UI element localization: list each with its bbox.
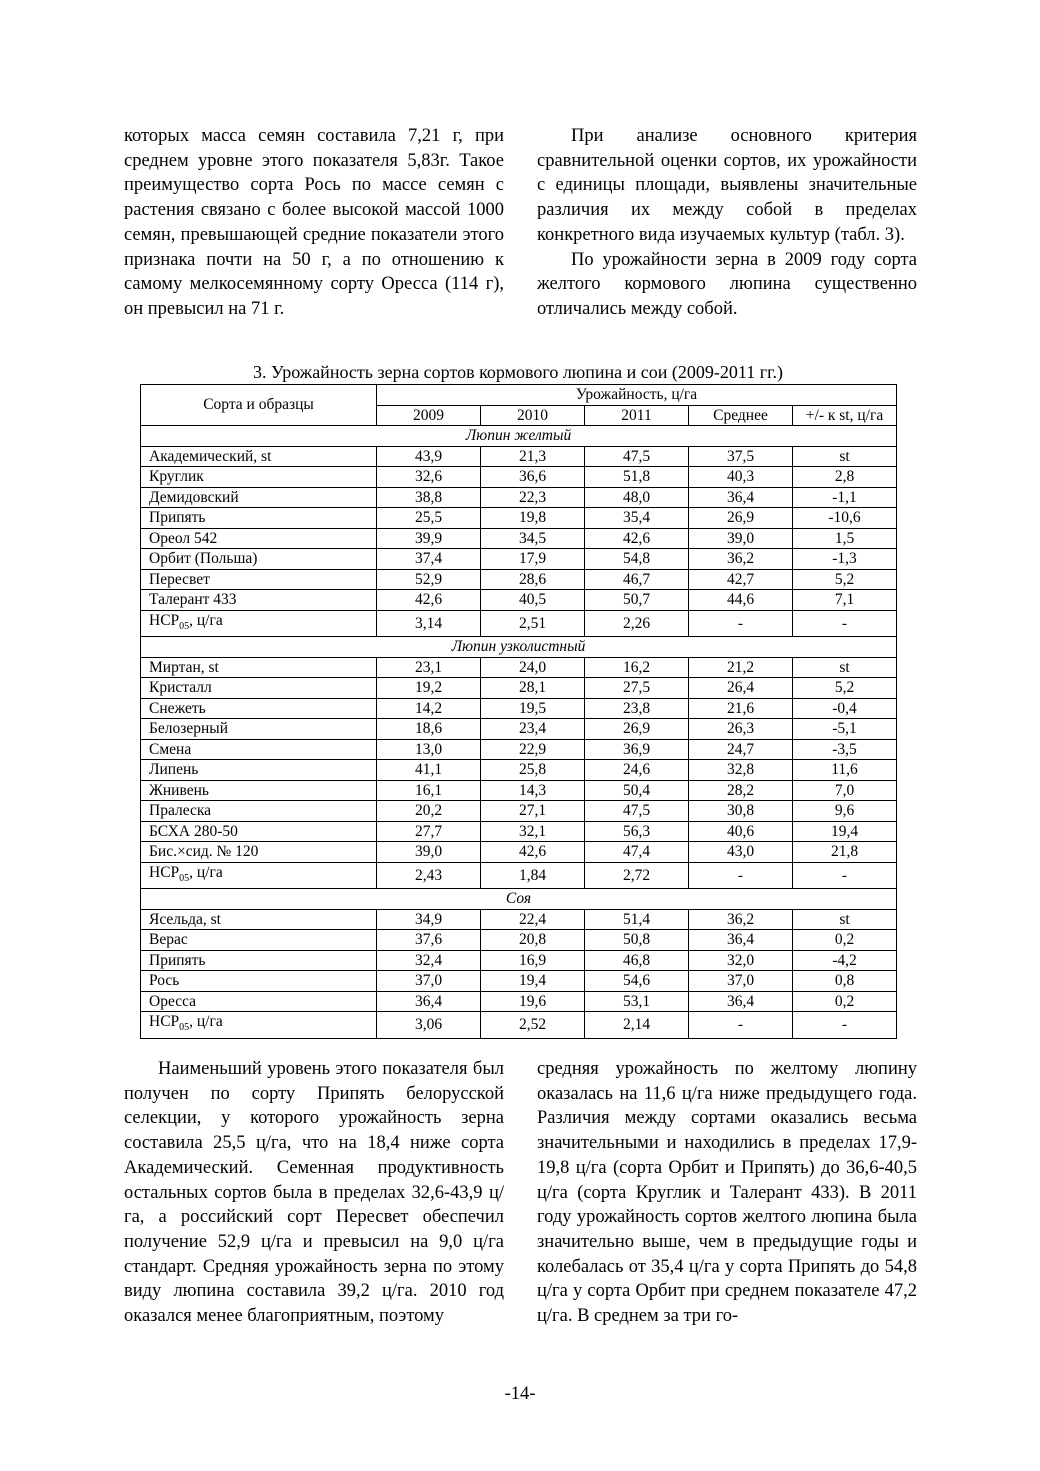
table-cell: 36,4 <box>689 991 793 1012</box>
table-cell: 18,6 <box>377 719 481 740</box>
table-cell: 19,6 <box>481 991 585 1012</box>
table-cell: 42,6 <box>585 528 689 549</box>
table-cell: 47,5 <box>585 446 689 467</box>
table-cell: 13,0 <box>377 739 481 760</box>
paragraph: Наименьший уровень этого показателя был получен по сорту Припять белорусской селекции, у которого урожайность зерна составила 25,5 ц/га, что на 18,4 ниже сорта Академический. Семенная продуктивность остальных сортов была в пределах 32,6-43,9 ц/га, а российский сорт Пересвет обеспечил получение 52,9 ц/га и превысил на 9,0 ц/га стандарт. Средняя урожайность зерна по этому виду люпина составила 39,2 ц/га. 2010 год оказался менее благоприятным, поэтому <box>124 1059 504 1327</box>
table-cell: 27,5 <box>585 678 689 699</box>
table-cell: 9,6 <box>793 801 897 822</box>
table-cell: - <box>689 610 793 637</box>
table-cell: 51,8 <box>585 467 689 488</box>
section-row <box>141 637 897 658</box>
text-column-bottom-right <box>537 1057 917 1329</box>
table-cell: 1,84 <box>481 862 585 889</box>
table-cell: 48,0 <box>585 487 689 508</box>
column-header: 2010 <box>481 405 585 426</box>
table-cell: 46,8 <box>585 950 689 971</box>
table-cell: 14,2 <box>377 698 481 719</box>
table-cell: 30,8 <box>689 801 793 822</box>
column-header: 2011 <box>585 405 689 426</box>
table-cell: -0,4 <box>793 698 897 719</box>
variety-name: Ясельда, st <box>141 909 377 930</box>
paragraph: По урожайности зерна в 2009 году сорта желтого кормового люпина существенно отличались между собой. <box>537 249 917 319</box>
table-cell: 16,1 <box>377 780 481 801</box>
table-cell: 23,1 <box>377 657 481 678</box>
table-cell: 19,8 <box>481 508 585 529</box>
table-cell: 0,8 <box>793 971 897 992</box>
table-cell: 26,4 <box>689 678 793 699</box>
table-cell: 28,1 <box>481 678 585 699</box>
table-row <box>141 821 897 842</box>
variety-name: Жнивень <box>141 780 377 801</box>
table-cell: 36,2 <box>689 549 793 570</box>
table-cell: 2,51 <box>481 610 585 637</box>
table-cell: 22,4 <box>481 909 585 930</box>
table-cell: 43,9 <box>377 446 481 467</box>
variety-name: Кристалл <box>141 678 377 699</box>
table-cell: 39,0 <box>377 842 481 863</box>
table-cell: 7,0 <box>793 780 897 801</box>
table-cell: st <box>793 657 897 678</box>
paragraph: которых масса семян составила 7,21 г, при среднем уровне этого показателя 5,83г. Такое преимущество сорта Рось по массе семян с растения связано с более высокой массой 1000 семян, превышающей средние показатели этого признака почти на 50 г, а по отношению к самому мелкосемянному сорту Оресса (114 г), он превысил на 71 г. <box>124 126 504 319</box>
table-cell: 47,4 <box>585 842 689 863</box>
table-cell: 2,26 <box>585 610 689 637</box>
nsr-label-unit: , ц/га <box>189 611 223 629</box>
table-cell: 37,6 <box>377 930 481 951</box>
table-cell: 25,8 <box>481 760 585 781</box>
variety-name: Академический, st <box>141 446 377 467</box>
table-header-row <box>141 385 897 406</box>
table-cell: 51,4 <box>585 909 689 930</box>
table-cell: -3,5 <box>793 739 897 760</box>
variety-name: Круглик <box>141 467 377 488</box>
table-cell: 26,3 <box>689 719 793 740</box>
table-cell: 39,9 <box>377 528 481 549</box>
header-yield: Урожайность, ц/га <box>377 385 897 406</box>
table-cell: 32,1 <box>481 821 585 842</box>
yield-table <box>140 384 897 1039</box>
table-cell: 20,8 <box>481 930 585 951</box>
table-cell: 21,6 <box>689 698 793 719</box>
table-cell: 17,9 <box>481 549 585 570</box>
table-row <box>141 446 897 467</box>
table-cell: 41,1 <box>377 760 481 781</box>
table-cell: - <box>793 862 897 889</box>
nsr-label-text: НСР <box>149 863 180 881</box>
table-cell: 3,14 <box>377 610 481 637</box>
table-cell: 28,6 <box>481 569 585 590</box>
table-row <box>141 971 897 992</box>
table-row <box>141 467 897 488</box>
paragraph: При анализе основного критерия сравнительной оценки сортов, их урожайности с единицы площади, выявлены значительные различия их между собой в пределах конкретного вида изучаемых культур (табл. 3). <box>537 126 917 245</box>
table-cell: 14,3 <box>481 780 585 801</box>
table-row <box>141 528 897 549</box>
variety-name: Орбит (Польша) <box>141 549 377 570</box>
table-cell: 2,72 <box>585 862 689 889</box>
table-cell: 42,7 <box>689 569 793 590</box>
table-cell: 7,1 <box>793 590 897 611</box>
table-cell: 19,4 <box>793 821 897 842</box>
table-cell: 52,9 <box>377 569 481 590</box>
table-cell: 24,7 <box>689 739 793 760</box>
column-header: +/- к st, ц/га <box>793 405 897 426</box>
table-cell: 22,3 <box>481 487 585 508</box>
table-cell: 34,5 <box>481 528 585 549</box>
table-cell: 16,9 <box>481 950 585 971</box>
table-cell: 53,1 <box>585 991 689 1012</box>
text-column-bottom-left <box>124 1057 504 1329</box>
table-row <box>141 760 897 781</box>
table-row <box>141 739 897 760</box>
nsr-row <box>141 1012 897 1039</box>
table-cell: 21,2 <box>689 657 793 678</box>
table-row <box>141 991 897 1012</box>
table-cell: 5,2 <box>793 678 897 699</box>
table-cell: 54,6 <box>585 971 689 992</box>
table-cell: - <box>793 1012 897 1039</box>
table-cell: 2,52 <box>481 1012 585 1039</box>
table-row <box>141 590 897 611</box>
table-row <box>141 950 897 971</box>
variety-name: Верас <box>141 930 377 951</box>
table-cell: - <box>689 1012 793 1039</box>
table-cell: 37,0 <box>377 971 481 992</box>
variety-name: Бис.×сид. № 120 <box>141 842 377 863</box>
table-cell: -4,2 <box>793 950 897 971</box>
table-cell: 40,3 <box>689 467 793 488</box>
table-cell: 2,43 <box>377 862 481 889</box>
table-cell: 21,3 <box>481 446 585 467</box>
nsr-label-text: НСР <box>149 611 180 629</box>
table-row <box>141 909 897 930</box>
nsr-label-unit: , ц/га <box>189 1013 223 1031</box>
variety-name: Рось <box>141 971 377 992</box>
text-column-top-right <box>537 124 917 322</box>
variety-name: Талерант 433 <box>141 590 377 611</box>
table-cell: st <box>793 909 897 930</box>
variety-name: Припять <box>141 508 377 529</box>
table-cell: 32,8 <box>689 760 793 781</box>
table-cell: 2,8 <box>793 467 897 488</box>
table-cell: 25,5 <box>377 508 481 529</box>
table-cell: 27,7 <box>377 821 481 842</box>
table-cell: 50,8 <box>585 930 689 951</box>
variety-name: Оресса <box>141 991 377 1012</box>
table-cell: 37,0 <box>689 971 793 992</box>
table-cell: 40,5 <box>481 590 585 611</box>
table-cell: 19,4 <box>481 971 585 992</box>
variety-name: Ореол 542 <box>141 528 377 549</box>
nsr-label-subscript: 05 <box>179 872 190 884</box>
table-row <box>141 678 897 699</box>
table-cell: 21,8 <box>793 842 897 863</box>
table-cell: 43,0 <box>689 842 793 863</box>
table-row <box>141 719 897 740</box>
table-cell: -1,1 <box>793 487 897 508</box>
variety-name: Снежеть <box>141 698 377 719</box>
nsr-row <box>141 610 897 637</box>
table-row <box>141 569 897 590</box>
variety-name: Белозерный <box>141 719 377 740</box>
section-row <box>141 889 897 910</box>
table-cell: 38,8 <box>377 487 481 508</box>
table-cell: 39,0 <box>689 528 793 549</box>
table-cell: 26,9 <box>689 508 793 529</box>
table-cell: 34,9 <box>377 909 481 930</box>
table-cell: 35,4 <box>585 508 689 529</box>
header-variety: Сорта и образцы <box>141 385 377 426</box>
nsr-label-subscript: 05 <box>179 620 190 632</box>
table-cell: 0,2 <box>793 930 897 951</box>
section-title: Люпин желтый <box>141 426 897 447</box>
text-column-top-left <box>124 124 504 322</box>
variety-name: Липень <box>141 760 377 781</box>
page-number: -14- <box>504 1384 536 1404</box>
table-row <box>141 657 897 678</box>
table-cell: 36,4 <box>377 991 481 1012</box>
nsr-label <box>141 610 377 637</box>
nsr-label-text: НСР <box>149 1013 180 1031</box>
table-cell: 22,9 <box>481 739 585 760</box>
table-cell: 11,6 <box>793 760 897 781</box>
table-row <box>141 930 897 951</box>
table-cell: - <box>689 862 793 889</box>
table-cell: 3,06 <box>377 1012 481 1039</box>
variety-name: Смена <box>141 739 377 760</box>
column-header: 2009 <box>377 405 481 426</box>
table-cell: -1,3 <box>793 549 897 570</box>
table-cell: 50,4 <box>585 780 689 801</box>
table-row <box>141 780 897 801</box>
table-cell: 27,1 <box>481 801 585 822</box>
table-row <box>141 549 897 570</box>
table-cell: 36,4 <box>689 930 793 951</box>
table-cell: 32,6 <box>377 467 481 488</box>
table-cell: 19,5 <box>481 698 585 719</box>
nsr-row <box>141 862 897 889</box>
nsr-label-unit: , ц/га <box>189 863 223 881</box>
table-cell: 37,4 <box>377 549 481 570</box>
table-cell: 0,2 <box>793 991 897 1012</box>
table-cell: 20,2 <box>377 801 481 822</box>
table-cell: -10,6 <box>793 508 897 529</box>
nsr-label-subscript: 05 <box>179 1022 190 1034</box>
variety-name: Пралеска <box>141 801 377 822</box>
table-cell: 37,5 <box>689 446 793 467</box>
table-cell: - <box>793 610 897 637</box>
table-cell: 36,9 <box>585 739 689 760</box>
table-cell: 47,5 <box>585 801 689 822</box>
table-cell: 26,9 <box>585 719 689 740</box>
table-cell: 42,6 <box>481 842 585 863</box>
variety-name: Демидовский <box>141 487 377 508</box>
variety-name: Миртан, st <box>141 657 377 678</box>
table-cell: 36,4 <box>689 487 793 508</box>
section-row <box>141 426 897 447</box>
table-cell: 2,14 <box>585 1012 689 1039</box>
table-cell: 56,3 <box>585 821 689 842</box>
table-cell: 5,2 <box>793 569 897 590</box>
table-cell: 24,0 <box>481 657 585 678</box>
paragraph: средняя урожайность по желтому люпину оказалась на 11,6 ц/га ниже предыдущего года. Различия между сортами оказались весьма значительными и находились в пределах 17,9-19,8 ц/га (сорта Орбит и Припять) до 36,6-40,5 ц/га (сорта Круглик и Талерант 433). В 2011 году урожайность сортов желтого люпина была значительно выше, чем в предыдущие годы и колебалась от 35,4 ц/га у сорта Припять до 54,8 ц/га у сорта Орбит при среднем показателе 47,2 ц/га. В среднем за три го- <box>537 1059 917 1327</box>
table-cell: 32,0 <box>689 950 793 971</box>
table-body <box>141 426 897 1039</box>
table-cell: 50,7 <box>585 590 689 611</box>
section-title: Люпин узколистный <box>141 637 897 658</box>
table-cell: 1,5 <box>793 528 897 549</box>
table-cell: 46,7 <box>585 569 689 590</box>
table-cell: st <box>793 446 897 467</box>
table-row <box>141 842 897 863</box>
table-cell: 19,2 <box>377 678 481 699</box>
table-row <box>141 487 897 508</box>
table-row <box>141 698 897 719</box>
table-cell: 16,2 <box>585 657 689 678</box>
table-caption: 3. Урожайность зерна сортов кормового люпина и сои (2009-2011 гг.) <box>253 362 783 382</box>
variety-name: БСХА 280-50 <box>141 821 377 842</box>
table-cell: -5,1 <box>793 719 897 740</box>
variety-name: Пересвет <box>141 569 377 590</box>
section-title: Соя <box>141 889 897 910</box>
variety-name: Припять <box>141 950 377 971</box>
nsr-label <box>141 1012 377 1039</box>
table-cell: 32,4 <box>377 950 481 971</box>
table-row <box>141 508 897 529</box>
table-cell: 28,2 <box>689 780 793 801</box>
table-cell: 42,6 <box>377 590 481 611</box>
table-cell: 36,6 <box>481 467 585 488</box>
table-cell: 23,8 <box>585 698 689 719</box>
table-cell: 40,6 <box>689 821 793 842</box>
table-cell: 54,8 <box>585 549 689 570</box>
table-cell: 24,6 <box>585 760 689 781</box>
table-cell: 36,2 <box>689 909 793 930</box>
table-row <box>141 801 897 822</box>
column-header: Среднее <box>689 405 793 426</box>
table-cell: 23,4 <box>481 719 585 740</box>
table-cell: 44,6 <box>689 590 793 611</box>
nsr-label <box>141 862 377 889</box>
